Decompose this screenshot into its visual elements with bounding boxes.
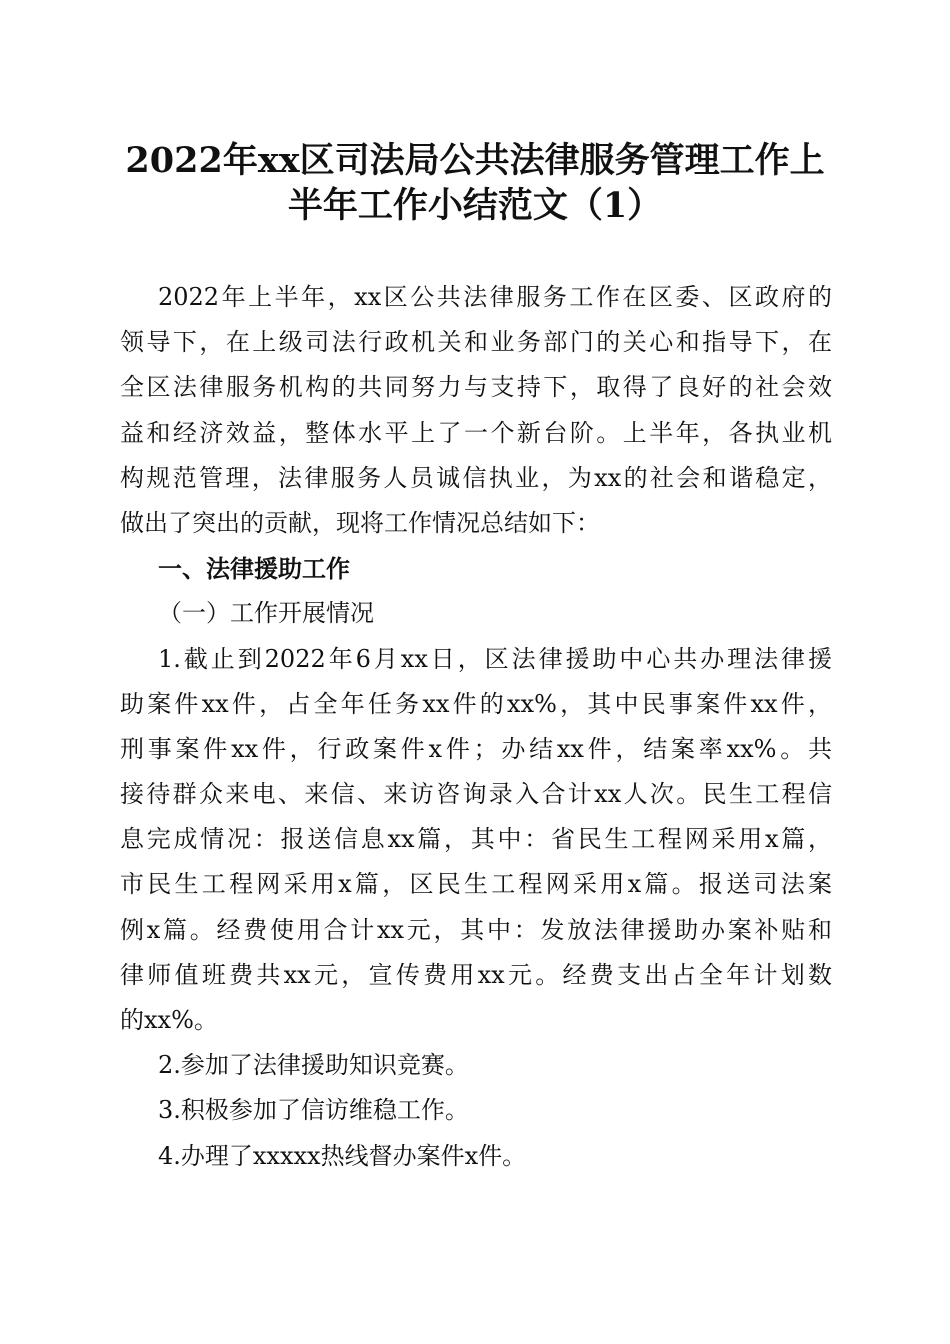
- document-title: [100, 138, 850, 228]
- text-line: 全区法律服务机构的共同努力与支持下，取得了良好的社会效: [120, 373, 832, 402]
- subsection-heading: [120, 591, 832, 636]
- text-line: 领导下，在上级司法行政机关和业务部门的关心和指导下，在: [120, 328, 832, 357]
- text-line: 1.截止到2022年6月xx日，区法律援助中心共办理法律援: [158, 644, 832, 673]
- text-line: 的xx%。: [120, 1006, 218, 1034]
- text-line: 4.办理了xxxxx热线督办案件x件。: [158, 1141, 527, 1170]
- text-line: 2022年上半年，xx区公共法律服务工作在区委、区政府的: [158, 283, 832, 311]
- document-body: [120, 275, 832, 1179]
- paragraph: [120, 275, 832, 546]
- title-line-1: 2022年xx区司法局公共法律服务管理工作上: [125, 140, 825, 181]
- title-line-2: 半年工作小结范文（1）: [287, 185, 663, 226]
- text-line: 刑事案件xx件，行政案件x件；办结xx件，结案率xx%。共: [120, 734, 832, 763]
- text-line: 市民生工程网采用x篇，区民生工程网采用x篇。报送司法案: [120, 870, 832, 899]
- text-line: 益和经济效益，整体水平上了一个新台阶。上半年，各执业机: [120, 418, 832, 447]
- text-line: 接待群众来电、来信、来访咨询录入合计xx人次。民生工程信: [120, 780, 832, 809]
- text-line: 3.积极参加了信访维稳工作。: [158, 1096, 469, 1125]
- text-line: 2.参加了法律援助知识竞赛。: [158, 1051, 469, 1080]
- paragraph: [120, 637, 832, 1044]
- paragraph: [120, 1088, 832, 1133]
- text-line: （一）工作开展情况: [158, 599, 374, 628]
- text-line: 构规范管理，法律服务人员诚信执业，为xx的社会和谐稳定，: [120, 463, 832, 492]
- paragraph: [120, 1134, 832, 1179]
- text-line: 例x篇。经费使用合计xx元，其中：发放法律援助办案补贴和: [120, 915, 832, 944]
- text-line: 一、法律援助工作: [158, 554, 350, 584]
- section-heading: [120, 546, 832, 591]
- text-line: 律师值班费共xx元，宣传费用xx元。经费支出占全年计划数: [120, 960, 832, 989]
- text-line: 助案件xx件，占全年任务xx件的xx%，其中民事案件xx件，: [120, 689, 832, 718]
- text-line: 息完成情况：报送信息xx篇，其中：省民生工程网采用x篇，: [120, 825, 832, 854]
- text-line: 做出了突出的贡献，现将工作情况总结如下：: [120, 508, 600, 537]
- paragraph: [120, 1043, 832, 1088]
